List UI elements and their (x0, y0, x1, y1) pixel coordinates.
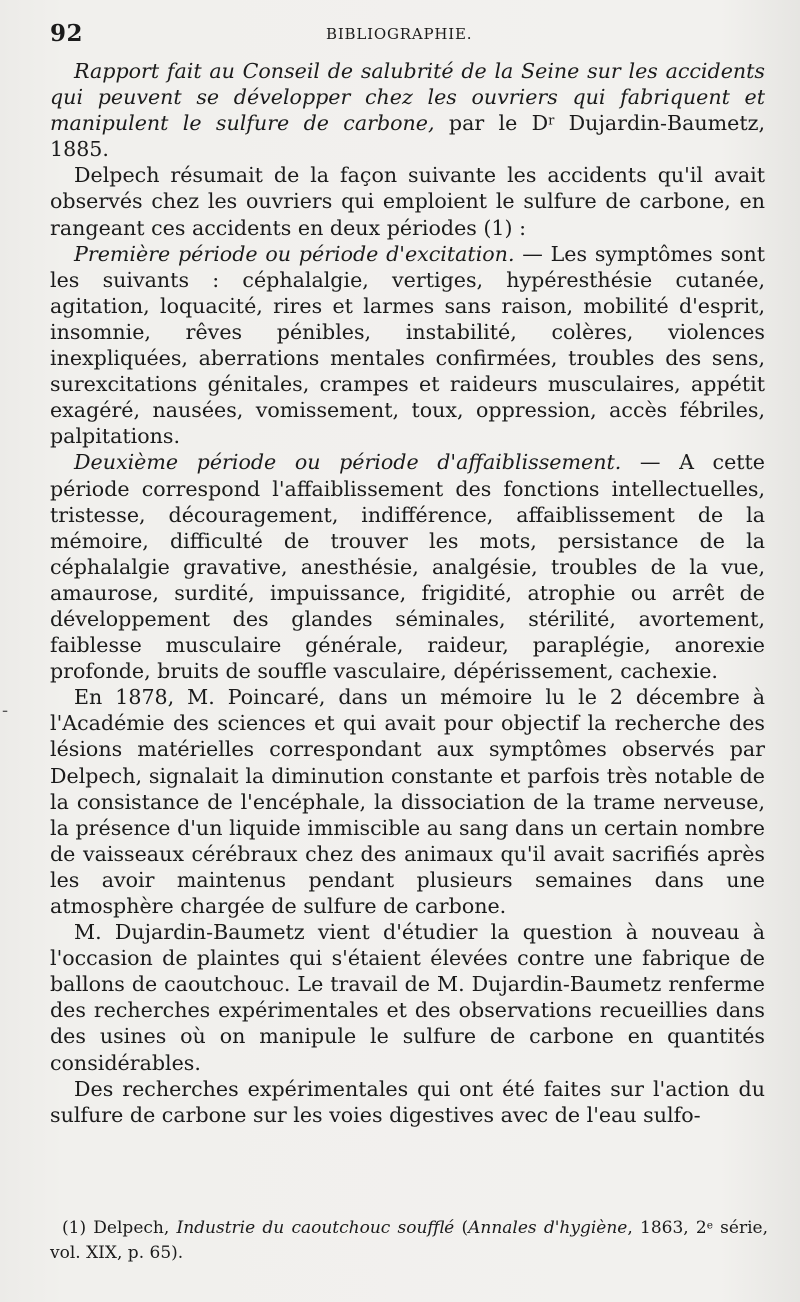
footnote-sup: e (706, 1219, 713, 1232)
footnote-marker: (1) Delpech, (62, 1218, 177, 1238)
margin-mark: - (2, 700, 9, 721)
footnote-entry (50, 1216, 768, 1266)
footnote-end: série, vol. XIX, p. 65). (50, 1218, 768, 1263)
first-period-text: — Les symptômes sont les suivants : céphalalgie, vertiges, hypéresthésie cutanée, agitation, loquacité, rires et larmes sans raison, mobilité d'esprit, insomnie, rêves pénibles, instabilité, colères, violences inexpliquées, aberrations mentales confirmées, troubles des sens, surexcitations génitales, crampes et raideurs musculaires, appétit exagéré, nausées, vomissement, toux, oppression, accès fébriles, palpitations. (50, 241, 765, 449)
body-text (50, 58, 765, 1128)
paragraph-dujardin: M. Dujardin-Baumetz vient d'étudier la question à nouveau à l'occasion de plaintes qui s'étaient élevées contre une fabrique de ballons de caoutchouc. Le travail de M. Dujardin-Baumetz renferme des recherches expérimentales et des observations recueillies dans des usines où on manipule le sulfure de carbone en quantités considérables. (50, 920, 765, 1075)
second-period-heading: Deuxième période ou période d'affaiblissement. (74, 450, 622, 475)
article-title: Rapport fait au Conseil de salubrité de la Seine sur les accidents qui peuvent se développer chez les ouvriers qui fabriquent et manipulent le sulfure de carbone, (50, 59, 765, 136)
paragraph-poincare: En 1878, M. Poincaré, dans un mémoire lu le 2 décembre à l'Académie des sciences et qui avait pour objectif la recherche des lésions matérielles correspondant aux symptômes observés par Delpech, signalait la diminution constante et parfois très notable de la consistance de l'encéphale, la dissociation de la trame nerveuse, la présence d'un liquide immiscible au sang dans un certain nombre de vaisseaux cérébraux chez des animaux qu'il avait sacrifiés après les avoir maintenus pendant plusieurs semaines dans une atmosphère chargée de sulfure de carbone. (50, 685, 765, 918)
article-title-paragraph (50, 58, 765, 162)
article-author: Dujardin-Baumetz, 1885. (50, 111, 765, 162)
footnote-rest: , 1863, 2 (627, 1218, 707, 1238)
running-head: BIBLIOGRAPHIE. (326, 25, 473, 43)
paragraph-experiments: Des recherches expérimentales qui ont été faites sur l'action du sulfure de carbone sur les voies digestives avec de l'eau sulfo- (50, 1076, 765, 1127)
paragraph-first-period (50, 241, 765, 450)
article-author-sup: r (548, 113, 555, 129)
page-header (50, 20, 770, 46)
page-number: 92 (50, 20, 84, 47)
footnote (50, 1216, 768, 1266)
footnote-paren: ( (454, 1218, 469, 1238)
paragraph-delpech-intro: Delpech résumait de la façon suivante les accidents qu'il avait observés chez les ouvriers qui emploient le sulfure de carbone, en rangeant ces accidents en deux périodes (1) : (50, 163, 765, 240)
footnote-title: Industrie du caoutchouc soufflé (176, 1218, 455, 1238)
paragraph-second-period (50, 449, 765, 684)
footnote-journal: Annales d'hygiène (468, 1218, 628, 1238)
first-period-heading: Première période ou période d'excitation. (74, 241, 515, 266)
second-period-text: — A cette période correspond l'affaiblissement des fonctions intellectuelles, tristesse, découragement, indifférence, affaiblissement de la mémoire, difficulté de trouver les mots, persistance de la céphalalgie gravative, anesthésie, analgésie, troubles de la vue, amaurose, surdité, impuissance, frigidité, atrophie ou arrêt de développement des glandes séminales, stérilité, avortement, faiblesse musculaire générale, raideur, paraplégie, anorexie profonde, bruits de souffle vasculaire, dépérissement, cachexie. (50, 450, 765, 684)
article-author-prefix: par le D (434, 111, 549, 136)
